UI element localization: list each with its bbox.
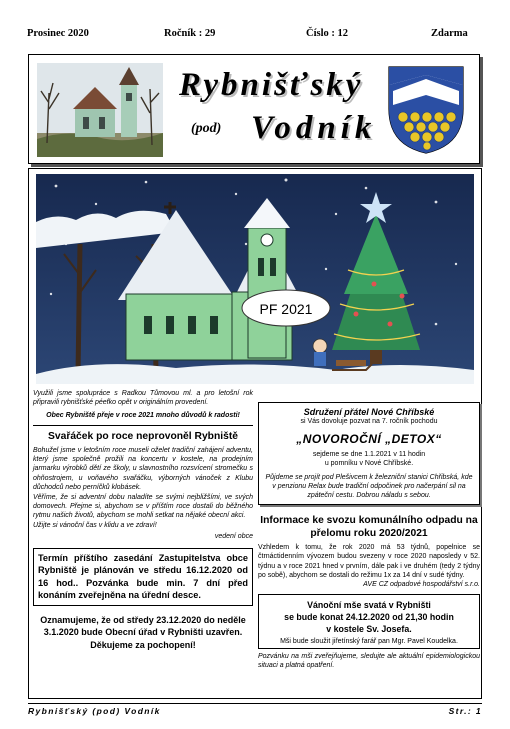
detox-org: Sdružení přátel Nové Chříbské xyxy=(303,407,435,417)
pf-label: PF 2021 xyxy=(259,301,313,317)
pf-caption: Využili jsme spolupráce s Radkou Tůmovou ml. a pro letošní rok připravili rybnišťské péefko opět v originálním provedení. xyxy=(33,390,253,407)
detox-meet-place: u pomníku v Nové Chříbské. xyxy=(324,460,414,468)
article-svarak-p2: Věříme, že si adventní dobu naladíte se svými nejbližšími, ve svých domovech. Přejme si, abychom se v příštím roce dostali do běžného rytmu našich životů, abychom se mohli setkat na nějaké obecní akci. xyxy=(33,493,253,520)
detox-event-title: „NOVOROČNÍ „DETOX“ xyxy=(296,432,442,447)
mass-head-3: v kostele Sv. Josefa. xyxy=(326,624,412,635)
village-crest-icon xyxy=(387,65,465,155)
right-column xyxy=(258,389,480,670)
pf-illustration xyxy=(36,174,474,384)
office-closure-thanks: Děkujeme za pochopení! xyxy=(90,639,196,650)
left-column xyxy=(33,389,253,651)
article-svarak-signature: vedení obce xyxy=(214,533,253,541)
detox-description: Půjdeme se projít pod Plešivcem k železniční stanici Chřibská, kde v penzionu Relax bude tradiční odpočinek pro načerpání sil na zpáteční cestu. Dobrou náladu s sebou. xyxy=(265,473,473,500)
issue-number: Číslo : 12 xyxy=(306,28,348,39)
church-photo-icon xyxy=(37,63,163,157)
waste-text: Vzhledem k tomu, že rok 2020 má 53 týdnů, popelnice se čtrnáctidenním vývozem budou svezeny v roce 2020 naposledy v 52. týdnu a v roce 2021 hned v prvním, dále pak i ve druhém (tedy 2 týdny po sobě), abychom se dostali do režimu 1x za 14 dní v sudé týdny. xyxy=(258,544,480,579)
mass-priest: Mši bude sloužit jiřetínský farář pan Mgr. Pavel Koudelka. xyxy=(280,638,458,646)
masthead-title-line2: Vodník xyxy=(251,110,377,146)
issue-price: Zdarma xyxy=(431,28,468,39)
meeting-notice: Termín příštího zasedání Zastupitelstva obce Rybniště je plánován ve středu 16.12.2020 od 16 hod.. Pozvánka bude min. 7 dní před konáním zveřejněna na úřední desce. xyxy=(33,548,253,606)
page-footer xyxy=(28,703,482,716)
issue-year: Ročník : 29 xyxy=(164,28,216,39)
waste-notice xyxy=(258,514,480,588)
office-closure-notice xyxy=(33,614,253,651)
mass-head-2: se bude konat 24.12.2020 od 21,30 hodin xyxy=(284,612,454,623)
office-closure-text: Oznamujeme, že od středy 23.12.2020 do neděle 3.1.2020 bude Obecní úřad v Rybništi uzavřen. xyxy=(40,615,246,638)
detox-invite: si Vás dovoluje pozvat na 7. ročník pochodu xyxy=(300,418,438,425)
article-svarak-p1: Bohužel jsme v letošním roce museli oželet tradiční zahájení adventu, který jsme společně prožili na koncertu v kostele, na prodejním jarmarku výrobků dětí ze školy, u slavnostního rozsvícení stromečku s ohňostrojem, u voňavého svařáčku, výborných vánoček z Klubu důchodců nebo perníčků klobásek. xyxy=(33,446,253,492)
christmas-mass-notice xyxy=(258,594,480,649)
mass-note: Pozvánku na mši zveřejňujeme, sledujte ale aktuální epidemiologickou situaci a platná opatření. xyxy=(258,653,480,670)
detox-meet-time: sejdeme se dne 1.1.2021 v 11 hodin xyxy=(312,451,426,459)
detox-invitation xyxy=(258,402,480,505)
issue-bar xyxy=(0,28,510,42)
village-wish: Obec Rybniště přeje v roce 2021 mnoho důvodů k radosti! xyxy=(46,412,240,420)
masthead-title-line1: Rybnišťský xyxy=(179,67,364,103)
issue-month: Prosinec 2020 xyxy=(27,28,89,39)
footer-page-number: Str.: 1 xyxy=(448,706,482,716)
article-svarak xyxy=(33,425,253,542)
masthead-title-pod: (pod) xyxy=(191,121,222,136)
mass-head-1: Vánoční mše svatá v Rybništi xyxy=(307,600,431,611)
waste-signature: AVE CZ odpadové hospodářství s.r.o. xyxy=(363,581,480,589)
article-svarak-title: Svařáček po roce neprovoněl Rybniště xyxy=(48,430,238,442)
masthead xyxy=(28,54,480,164)
article-svarak-p3: Užijte si vánoční čas v klidu a ve zdraví! xyxy=(33,521,157,529)
waste-title: Informace ke svozu komunálního odpadu na přelomu roku 2020/2021 xyxy=(260,515,478,540)
footer-title: Rybnišťský (pod) Vodník xyxy=(28,706,161,716)
